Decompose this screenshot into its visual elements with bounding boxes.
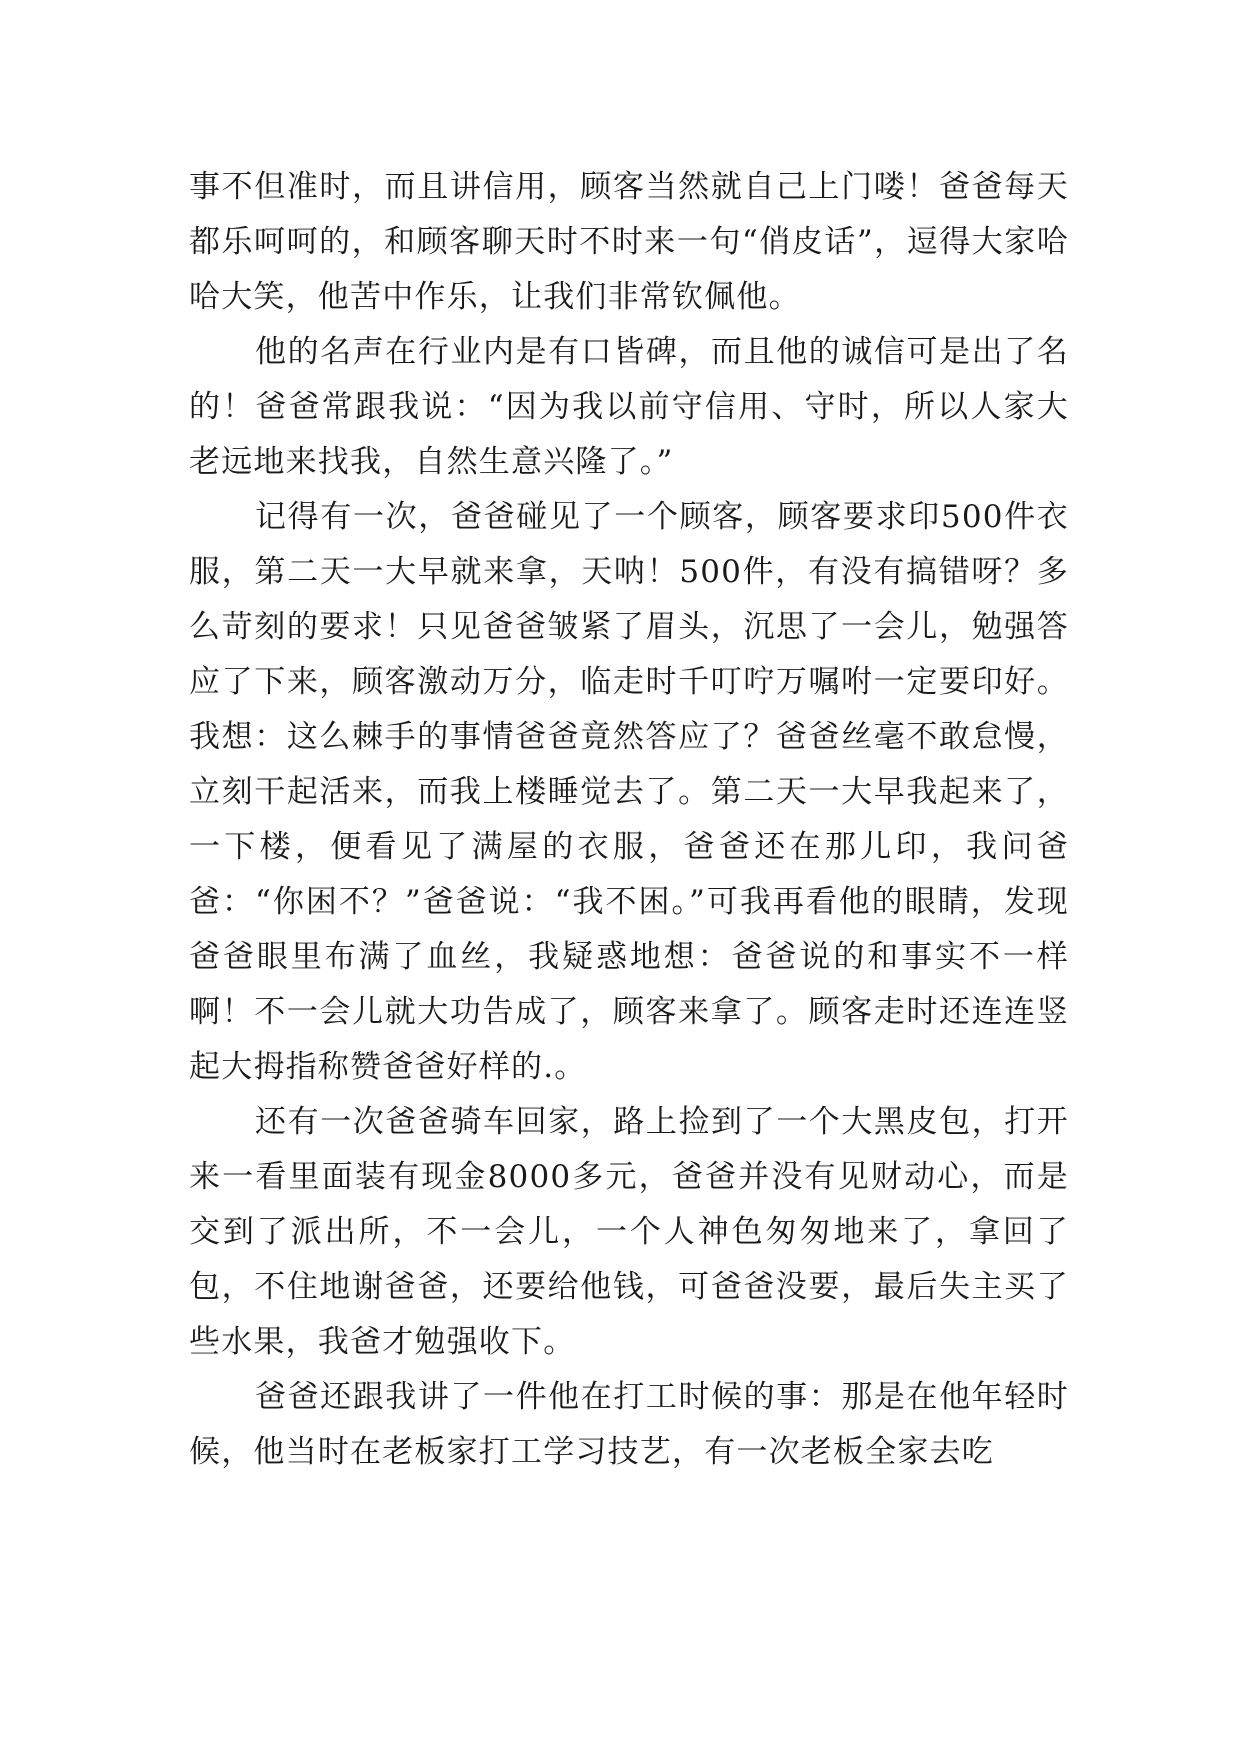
paragraph-3: 记得有一次，爸爸碰见了一个顾客，顾客要求印500件衣服，第二天一大早就来拿，天呐！500件，有没有搞错呀？多么苛刻的要求！只见爸爸皱紧了眉头，沉思了一会儿，勉强答应了下来，顾客激动万分，临走时千叮咛万嘱咐一定要印好。我想：这么棘手的事情爸爸竟然答应了？爸爸丝毫不敢怠慢，立刻干起活来，而我上楼睡觉去了。第二天一大早我起来了，一下楼，便看见了满屋的衣服，爸爸还在那儿印，我问爸爸：“你困不？”爸爸说：“我不困。”可我再看他的眼睛，发现爸爸眼里布满了血丝，我疑惑地想：爸爸说的和事实不一样啊！不一会儿就大功告成了，顾客来拿了。顾客走时还连连竖起大拇指称赞爸爸好样的.。 xyxy=(189,499,1069,1085)
paragraph-1: 事不但准时，而且讲信用，顾客当然就自己上门喽！爸爸每天都乐呵呵的，和顾客聊天时不时来一句“俏皮话”，逗得大家哈哈大笑，他苦中作乐，让我们非常钦佩他。 xyxy=(189,169,1069,315)
paragraph-2: 他的名声在行业内是有口皆碑，而且他的诚信可是出了名的！爸爸常跟我说：“因为我以前守信用、守时，所以人家大老远地来找我，自然生意兴隆了。” xyxy=(189,334,1069,480)
body-text xyxy=(189,160,1069,1480)
paragraph-5: 爸爸还跟我讲了一件他在打工时候的事：那是在他年轻时候，他当时在老板家打工学习技艺，有一次老板全家去吃 xyxy=(189,1379,1069,1470)
paragraph-4: 还有一次爸爸骑车回家，路上捡到了一个大黑皮包，打开来一看里面装有现金8000多元，爸爸并没有见财动心，而是交到了派出所，不一会儿，一个人神色匆匆地来了，拿回了包，不住地谢爸爸，还要给他钱，可爸爸没要，最后失主买了些水果，我爸才勉强收下。 xyxy=(189,1104,1069,1360)
